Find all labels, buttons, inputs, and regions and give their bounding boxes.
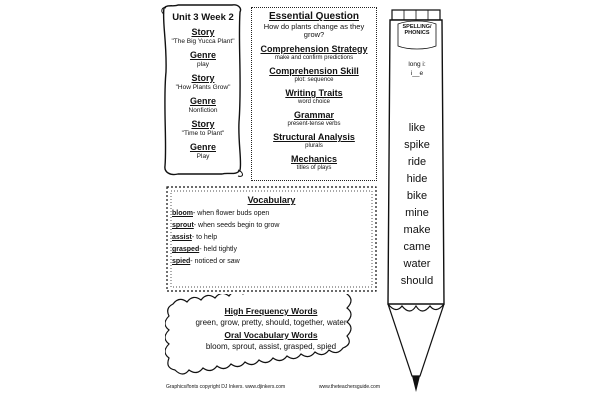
phonics-label: PHONICS (404, 30, 430, 36)
spelling-word: mine (405, 207, 429, 219)
footer-website: www.theteachersguide.com (318, 384, 380, 390)
grammar-title: Grammar (293, 110, 335, 120)
spelling-word: hide (406, 173, 428, 185)
spelling-label: SPELLING/ (402, 24, 432, 30)
essential-question-box (251, 7, 377, 181)
mechanics-title: Mechanics (290, 154, 338, 164)
high-frequency-title: High Frequency Words (224, 306, 318, 316)
vocab-definition: - to help (191, 234, 218, 241)
story-value-3: "Time to Plant" (181, 130, 225, 137)
genre-value-1: play (197, 61, 209, 68)
vocab-item (172, 208, 376, 220)
spelling-word: should (400, 275, 434, 287)
vocab-item (172, 256, 376, 268)
spelling-word: came (403, 241, 431, 253)
essential-question-text: How do plants change as they grow? (263, 22, 365, 39)
pattern-text (392, 60, 442, 78)
vocab-term: sprout (172, 222, 194, 229)
footer-copyright: Graphics/fonts copyright DJ Inkers. www.djinkers.com (166, 384, 286, 390)
structural-analysis-title: Structural Analysis (273, 132, 355, 142)
writing-traits-title: Writing Traits (285, 88, 343, 98)
high-frequency-words: green, grow, pretty, should, together, water (195, 318, 347, 327)
story-label-1: Story (191, 27, 215, 37)
spelling-word: water (403, 258, 431, 270)
genre-label-3: Genre (189, 142, 216, 152)
essential-question-title: Essential Question (268, 11, 360, 22)
spelling-word: make (403, 224, 431, 236)
spelling-word-list (392, 120, 442, 290)
vocab-item (172, 220, 376, 232)
genre-label-1: Genre (189, 50, 216, 60)
vocab-definition: - when seeds begin to grow (193, 222, 280, 229)
spelling-word: ride (407, 156, 427, 168)
vocab-term: grasped (172, 246, 200, 253)
structural-analysis-value: plurals (305, 143, 323, 149)
genre-value-3: Play (196, 153, 210, 160)
story-value-1: "The Big Yucca Plant" (171, 38, 235, 45)
vocab-definition: - noticed or saw (190, 258, 240, 265)
comprehension-strategy-title: Comprehension Strategy (260, 44, 368, 54)
unit-title: Unit 3 Week 2 (172, 12, 234, 23)
cloud-text (168, 305, 374, 353)
oral-vocabulary-title: Oral Vocabulary Words (224, 330, 318, 340)
vocab-item (172, 244, 376, 256)
story-label-2: Story (191, 73, 215, 83)
pencil-label (397, 24, 437, 36)
mechanics-value: titles of plays (296, 165, 332, 171)
vocab-definition: - when flower buds open (193, 210, 270, 217)
story-value-2: "How Plants Grow" (175, 84, 231, 91)
story-label-3: Story (191, 119, 215, 129)
comprehension-skill-value: plot: sequence (294, 77, 334, 83)
pattern-line-1: long i: (408, 61, 426, 68)
spelling-word: like (408, 122, 426, 134)
footer (166, 384, 380, 390)
vocab-term: assist (172, 234, 192, 241)
scroll-text (164, 12, 242, 164)
pattern-line-2: i__e (410, 70, 424, 77)
spelling-word: spike (404, 139, 430, 151)
grammar-value: present-tense verbs (287, 121, 341, 127)
vocab-term: spied (172, 258, 191, 265)
vocabulary-title: Vocabulary (247, 195, 296, 205)
vocab-term: bloom (172, 210, 193, 217)
genre-label-2: Genre (189, 96, 216, 106)
vocabulary-box (167, 187, 376, 291)
vocab-definition: - held tightly (199, 246, 237, 253)
oral-vocabulary-words: bloom, sprout, assist, grasped, spied (205, 342, 337, 351)
vocab-item (172, 232, 376, 244)
comprehension-skill-title: Comprehension Skill (269, 66, 359, 76)
writing-traits-value: word choice (297, 99, 330, 105)
comprehension-strategy-value: make and confirm predictions (274, 55, 354, 61)
spelling-word: bike (406, 190, 428, 202)
genre-value-2: Nonfiction (188, 107, 218, 114)
